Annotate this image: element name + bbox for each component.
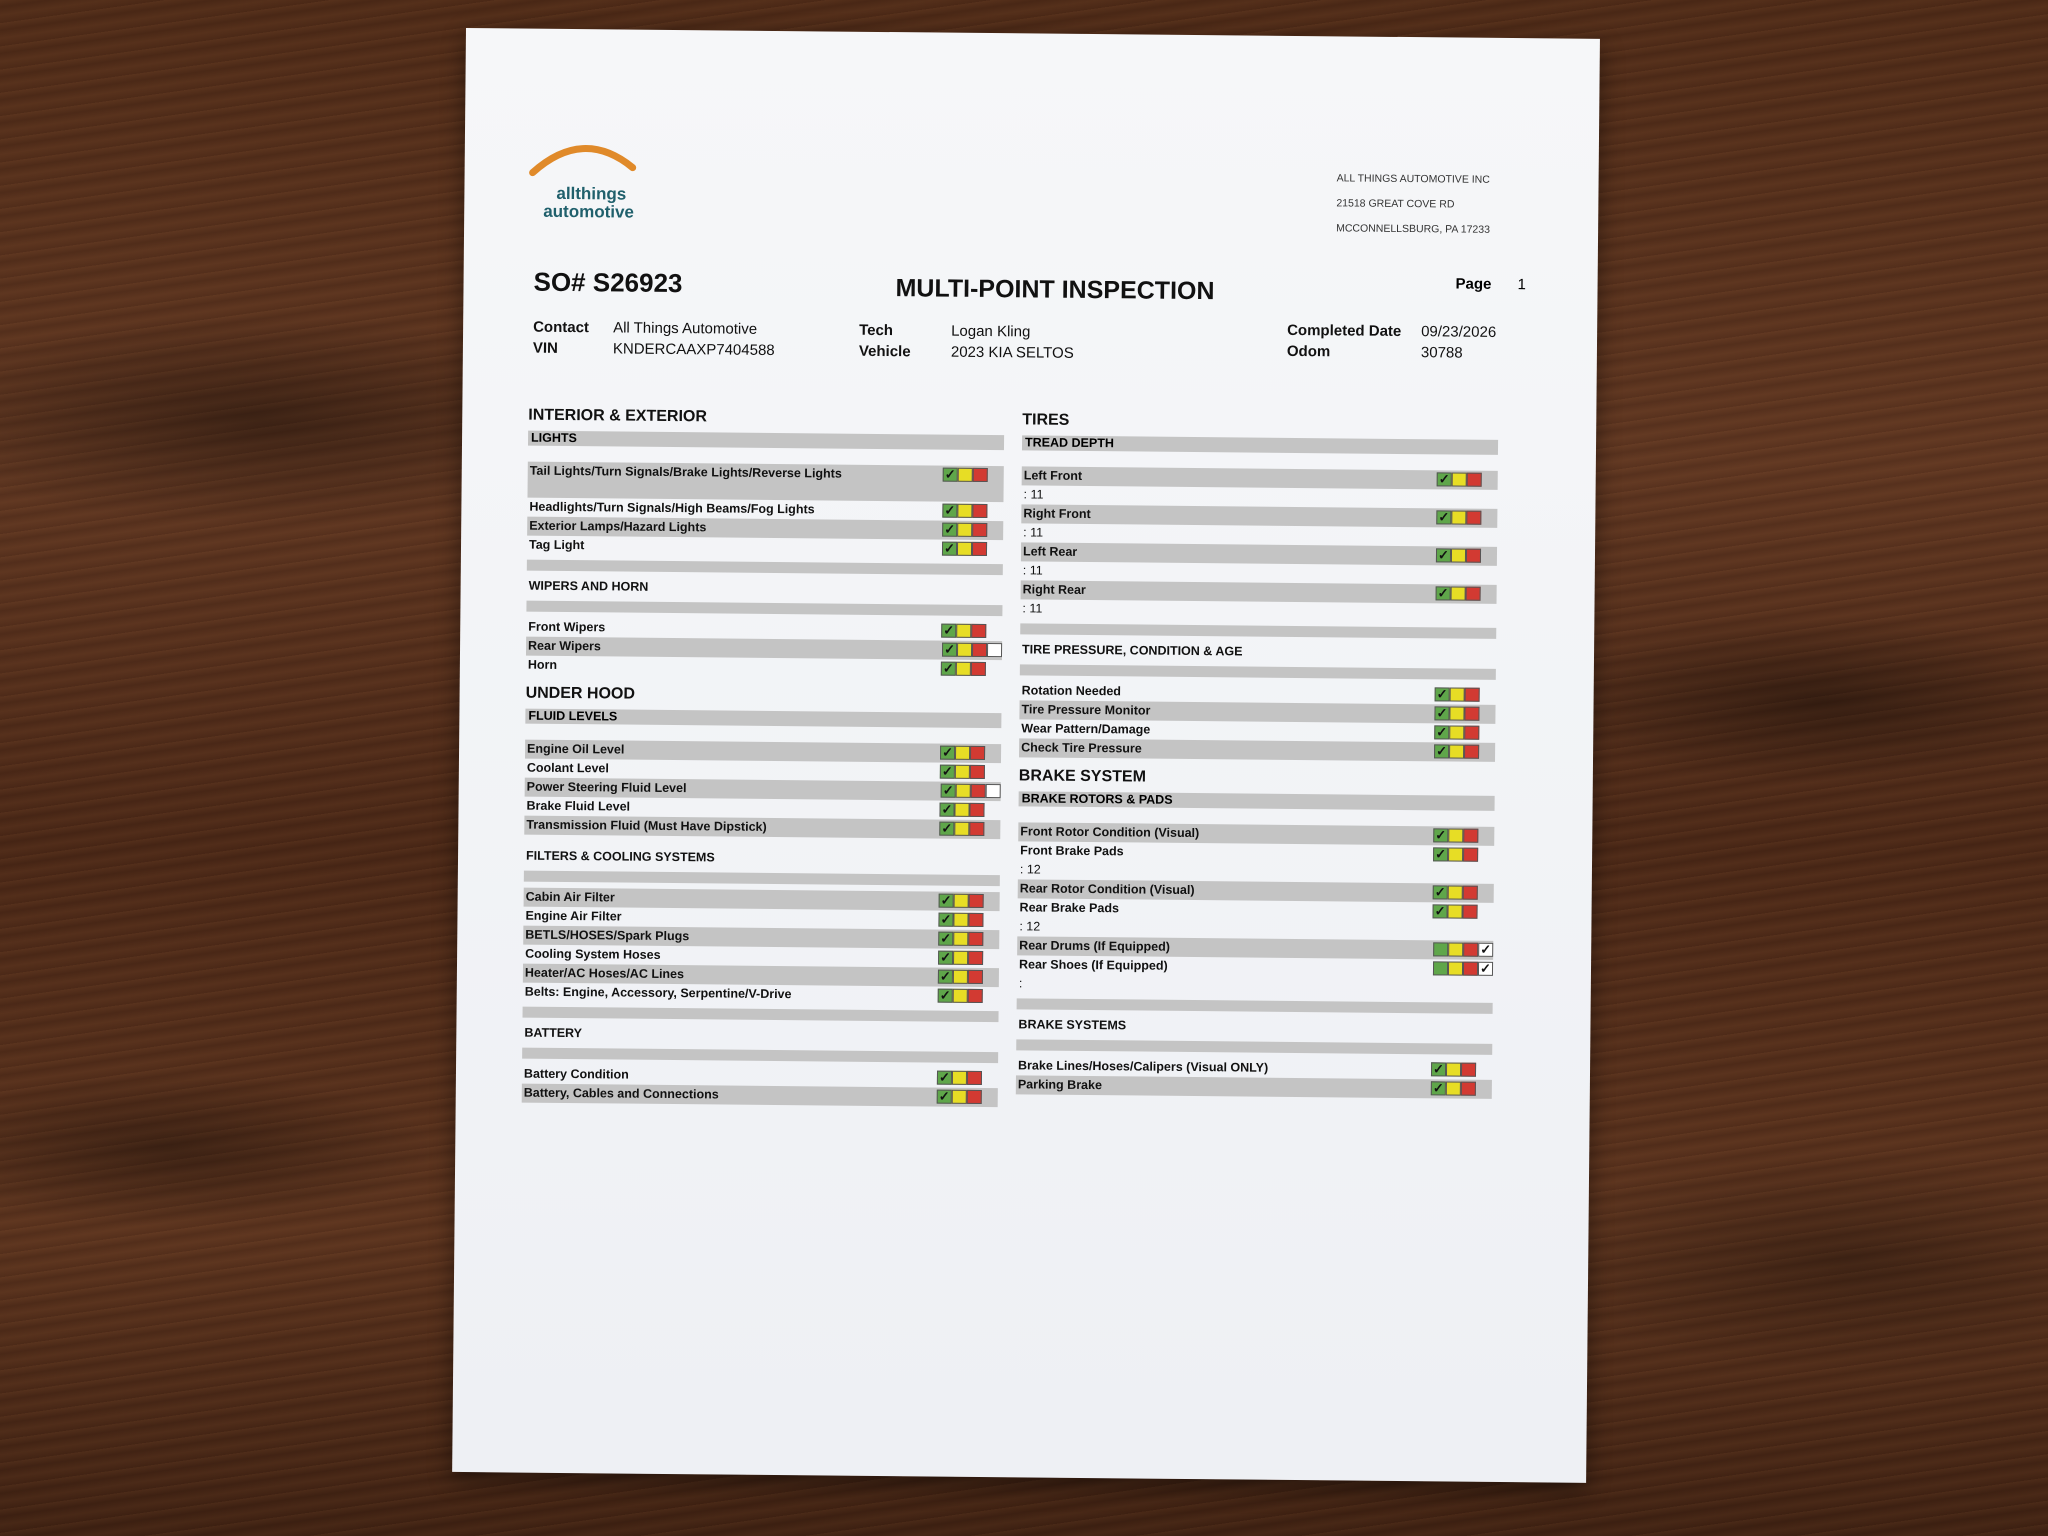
status-indicator	[1432, 904, 1477, 918]
status-indicator	[1434, 706, 1479, 720]
section-brake-system: BRAKE SYSTEM	[1018, 767, 1147, 786]
check-item-label: Tire Pressure Monitor	[1021, 702, 1151, 718]
section-under-hood: UNDER HOOD	[525, 684, 636, 703]
check-item-label: Tag Light	[528, 537, 585, 553]
shoe-measure: :	[1018, 976, 1023, 991]
divider	[527, 560, 1003, 576]
inspection-sheet	[452, 28, 1600, 1483]
check-item-label: Transmission Fluid (Must Have Dipstick)	[526, 817, 767, 834]
check-item	[522, 1084, 998, 1108]
status-indicator	[1436, 548, 1481, 562]
divider	[526, 601, 1002, 617]
tread-measure: : 11	[1022, 563, 1043, 578]
check-item-label: Rear Wipers	[528, 638, 601, 654]
vehicle-label: Vehicle	[858, 342, 911, 361]
group-wipers-horn	[527, 577, 1003, 601]
status-indicator	[941, 624, 986, 638]
check-item	[523, 983, 999, 1007]
group-tread-depth: TREAD DEPTH	[1022, 435, 1498, 455]
tread-measure: : 11	[1023, 487, 1044, 502]
right-column	[1016, 401, 1499, 1099]
group-filters-cooling	[524, 847, 1000, 871]
check-item	[1016, 1075, 1492, 1099]
check-item-label: Battery Condition	[523, 1066, 629, 1082]
tech-label: Tech	[859, 321, 894, 340]
group-brake-rotors-pads: BRAKE ROTORS & PADS	[1019, 791, 1495, 811]
check-item	[1019, 738, 1495, 762]
company-logo	[526, 133, 639, 230]
status-indicator	[943, 468, 988, 482]
divider	[522, 1048, 998, 1064]
completed-date-value: 09/23/2026	[1421, 323, 1497, 341]
contact-value: All Things Automotive	[613, 319, 758, 338]
check-item-label: Front Brake Pads	[1020, 843, 1124, 859]
divider	[1020, 623, 1496, 639]
status-indicator	[940, 765, 985, 779]
odom-value: 30788	[1420, 344, 1463, 362]
section-interior-exterior: INTERIOR & EXTERIOR	[528, 406, 708, 426]
status-indicator	[938, 970, 983, 984]
group-tire-pressure	[1020, 640, 1496, 664]
group-battery	[522, 1024, 998, 1048]
page-label: Page	[1455, 275, 1492, 293]
divider	[524, 871, 1000, 887]
check-item-label: Engine Air Filter	[525, 908, 622, 924]
status-indicator	[941, 662, 986, 676]
status-indicator	[942, 504, 987, 518]
check-item	[524, 816, 1000, 840]
check-item-label: Front Rotor Condition (Visual)	[1020, 824, 1200, 841]
group-title: BATTERY	[524, 1025, 583, 1041]
status-indicator	[941, 784, 1001, 799]
status-indicator	[1436, 586, 1481, 600]
company-address	[1336, 166, 1491, 242]
check-item-label: Tail Lights/Turn Signals/Brake Lights/Reverse Lights	[529, 463, 842, 481]
group-fluid-levels: FLUID LEVELS	[525, 709, 1001, 729]
check-item-label: Battery, Cables and Connections	[523, 1085, 719, 1102]
company-city: MCCONNELLSBURG, PA 17233	[1336, 222, 1491, 236]
group-title: WIPERS AND HORN	[528, 578, 649, 594]
status-indicator	[938, 913, 983, 927]
status-indicator	[1431, 1062, 1476, 1076]
group-title: FILTERS & COOLING SYSTEMS	[525, 848, 715, 865]
status-indicator	[938, 932, 983, 946]
check-item	[527, 462, 1003, 503]
divider	[1016, 1039, 1492, 1055]
check-item	[527, 536, 1003, 560]
group-title: BRAKE SYSTEMS	[1018, 1017, 1127, 1033]
status-indicator	[938, 951, 983, 965]
check-item-label: BETLS/HOSES/Spark Plugs	[525, 927, 690, 944]
status-indicator	[939, 894, 984, 908]
company-name: ALL THINGS AUTOMOTIVE INC	[1336, 172, 1490, 186]
status-indicator	[942, 542, 987, 556]
status-indicator	[942, 523, 987, 537]
vin-value: KNDERCAAXP7404588	[612, 340, 775, 359]
check-item-label: Rear Shoes (If Equipped)	[1018, 957, 1168, 973]
contact-label: Contact	[533, 318, 590, 337]
check-item-label: Rear Brake Pads	[1019, 900, 1120, 916]
check-item-label: Cabin Air Filter	[525, 889, 615, 905]
check-item-label: Cooling System Hoses	[525, 946, 661, 962]
check-item-label: Left Front	[1023, 468, 1083, 483]
status-indicator	[942, 643, 1002, 658]
status-indicator	[938, 989, 983, 1003]
status-indicator	[1431, 1081, 1476, 1095]
odom-label: Odom	[1286, 342, 1331, 361]
status-indicator	[1434, 744, 1479, 758]
tread-measure: : 11	[1022, 601, 1043, 616]
check-item-label: Engine Oil Level	[527, 741, 625, 757]
so-number: SO# S26923	[533, 266, 683, 299]
status-indicator	[939, 803, 984, 817]
check-item-label: Belts: Engine, Accessory, Serpentine/V-Drive	[524, 984, 792, 1002]
check-item-label: Exterior Lamps/Hazard Lights	[529, 518, 707, 535]
divider	[523, 1007, 999, 1023]
check-item-label: Brake Fluid Level	[526, 798, 631, 814]
tread-measure: : 11	[1023, 525, 1044, 540]
check-item-label: Parking Brake	[1017, 1077, 1103, 1093]
check-item-label: Headlights/Turn Signals/High Beams/Fog Lights	[529, 499, 815, 517]
divider	[1020, 664, 1496, 680]
vehicle-value: 2023 KIA SELTOS	[950, 343, 1074, 362]
check-item-label: Right Rear	[1022, 582, 1086, 597]
logo-text-top: allthings	[556, 183, 627, 204]
status-indicator	[1437, 472, 1482, 486]
divider	[1017, 998, 1493, 1014]
status-indicator	[1433, 942, 1493, 957]
completed-date-label: Completed Date	[1287, 321, 1402, 340]
status-indicator	[1433, 961, 1493, 976]
company-street: 21518 GREAT COVE RD	[1336, 197, 1455, 211]
status-indicator	[1433, 828, 1478, 842]
logo-text-bottom: automotive	[543, 201, 635, 222]
check-item	[526, 656, 1002, 680]
check-item-label: Front Wipers	[528, 619, 606, 635]
page-number: 1	[1517, 276, 1527, 294]
check-item-label: Right Front	[1023, 506, 1091, 522]
check-item-label: Coolant Level	[526, 760, 609, 776]
left-column	[522, 397, 1005, 1108]
group-brake-systems	[1016, 1015, 1492, 1039]
page-title: MULTI-POINT INSPECTION	[895, 274, 1215, 306]
pad-measure: : 12	[1019, 919, 1041, 934]
group-title: TIRE PRESSURE, CONDITION & AGE	[1021, 642, 1243, 659]
status-indicator	[1436, 510, 1481, 524]
check-item-label: Left Rear	[1022, 544, 1078, 559]
check-item-label: Power Steering Fluid Level	[526, 779, 687, 796]
check-item-label: Rear Drums (If Equipped)	[1019, 938, 1170, 954]
pad-measure: : 12	[1019, 862, 1041, 877]
status-indicator	[1433, 847, 1478, 861]
group-lights: LIGHTS	[528, 431, 1004, 451]
check-item-label: Horn	[527, 657, 558, 672]
check-item-label: Brake Lines/Hoses/Calipers (Visual ONLY)	[1018, 1058, 1269, 1075]
check-item-label: Rotation Needed	[1021, 683, 1122, 699]
check-item-label: Rear Rotor Condition (Visual)	[1019, 881, 1195, 898]
status-indicator	[1435, 687, 1480, 701]
status-indicator	[940, 746, 985, 760]
status-indicator	[1434, 725, 1479, 739]
tech-value: Logan Kling	[951, 322, 1031, 341]
status-indicator	[939, 822, 984, 836]
status-indicator	[937, 1071, 982, 1085]
status-indicator	[937, 1090, 982, 1104]
check-item-label: Heater/AC Hoses/AC Lines	[524, 965, 685, 982]
check-item-label: Wear Pattern/Damage	[1021, 721, 1151, 737]
vin-label: VIN	[532, 339, 559, 357]
status-indicator	[1433, 885, 1478, 899]
section-tires: TIRES	[1022, 411, 1070, 429]
check-item-label: Check Tire Pressure	[1021, 740, 1142, 756]
